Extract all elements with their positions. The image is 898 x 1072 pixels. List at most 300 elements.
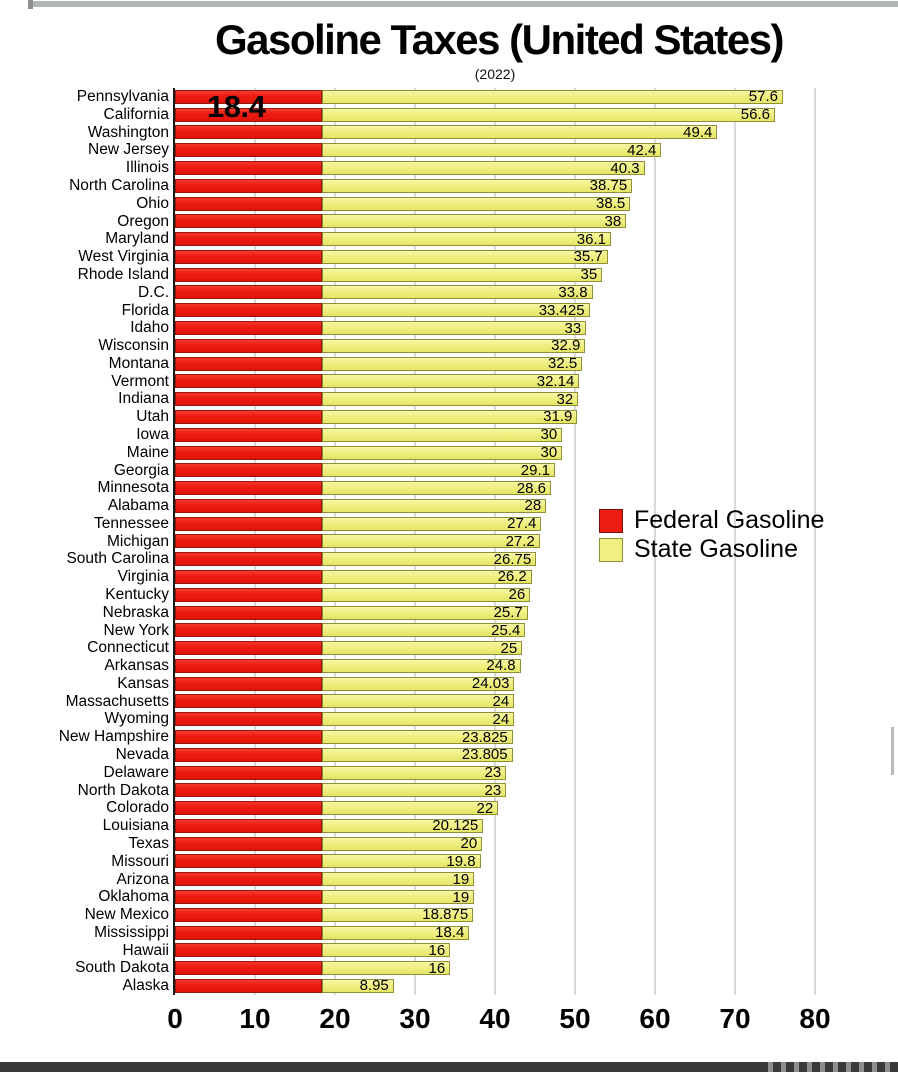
- state-value-label: 26.75: [493, 550, 532, 568]
- bar-row-washington: [0, 124, 898, 142]
- x-tick-40: 40: [479, 1003, 511, 1034]
- state-value-label: 49.4: [683, 123, 713, 141]
- state-bar-segment: [322, 979, 394, 993]
- federal-bar-segment: [175, 339, 322, 353]
- x-tick-70: 70: [719, 1003, 751, 1034]
- state-bar-segment: [322, 392, 578, 406]
- state-label: Louisiana: [102, 817, 169, 835]
- bar-row-massachusetts: [0, 693, 898, 711]
- bar-track: [175, 872, 898, 886]
- state-value-label: 35: [580, 266, 598, 284]
- state-value-label: 23: [484, 781, 502, 799]
- federal-bar-segment: [175, 606, 322, 620]
- state-value-label: 28.6: [516, 479, 546, 497]
- state-label: Missouri: [111, 852, 169, 870]
- state-value-label: 23.805: [461, 746, 508, 764]
- state-bar-segment: [322, 268, 602, 282]
- bar-row-nebraska: [0, 604, 898, 622]
- federal-bar-segment: [175, 214, 322, 228]
- bar-row-maine: [0, 444, 898, 462]
- state-label: Oklahoma: [98, 888, 169, 906]
- legend-swatch-state: [599, 538, 623, 562]
- federal-bar-segment: [175, 730, 322, 744]
- state-value-label: 32.5: [547, 355, 578, 373]
- federal-bar-segment: [175, 374, 322, 388]
- state-bar-segment: [322, 748, 512, 762]
- state-value-label: 27.4: [507, 515, 537, 533]
- legend-row-federal: [599, 506, 824, 535]
- state-value-label: 30: [540, 444, 558, 462]
- state-bar-segment: [322, 694, 514, 708]
- state-label: Michigan: [106, 532, 169, 550]
- x-tick-0: 0: [167, 1003, 183, 1034]
- state-bar-segment: [322, 321, 586, 335]
- state-label: Kentucky: [105, 586, 169, 604]
- state-value-label: 38.5: [595, 195, 626, 213]
- state-label: Kansas: [117, 674, 169, 692]
- federal-bar-segment: [175, 303, 322, 317]
- state-label: New Jersey: [88, 141, 169, 159]
- bar-track: [175, 357, 898, 371]
- bar-row-alaska: [0, 977, 898, 995]
- legend-label-state: State Gasoline: [634, 535, 798, 563]
- state-value-label: 33: [564, 319, 582, 337]
- bar-row-california: [0, 106, 898, 124]
- state-label: Wisconsin: [98, 337, 169, 355]
- federal-bar-segment: [175, 766, 322, 780]
- bar-row-arizona: [0, 870, 898, 888]
- federal-bar-segment: [175, 819, 322, 833]
- bar-row-montana: [0, 355, 898, 373]
- federal-bar-segment: [175, 463, 322, 477]
- x-tick-80: 80: [799, 1003, 831, 1034]
- federal-bar-segment: [175, 357, 322, 371]
- state-bar-segment: [322, 606, 528, 620]
- state-value-label: 28: [524, 497, 542, 515]
- federal-bar-segment: [175, 197, 322, 211]
- state-bar-segment: [322, 339, 585, 353]
- state-bar-segment: [322, 961, 450, 975]
- bar-row-new-mexico: [0, 906, 898, 924]
- state-label: South Dakota: [75, 959, 169, 977]
- federal-bar-segment: [175, 712, 322, 726]
- state-value-label: 26.2: [497, 568, 527, 586]
- federal-bar-segment: [175, 285, 322, 299]
- state-bar-segment: [322, 659, 520, 673]
- state-label: Maine: [126, 443, 169, 461]
- bar-track: [175, 712, 898, 726]
- federal-bar-segment: [175, 143, 322, 157]
- state-label: Oregon: [117, 212, 169, 230]
- state-bar-segment: [322, 552, 536, 566]
- state-label: Arkansas: [104, 657, 169, 675]
- state-bar-segment: [322, 374, 579, 388]
- federal-bar-segment: [175, 943, 322, 957]
- bar-row-mississippi: [0, 924, 898, 942]
- federal-bar-segment: [175, 517, 322, 531]
- bar-track: [175, 232, 898, 246]
- bar-row-idaho: [0, 319, 898, 337]
- bar-track: [175, 606, 898, 620]
- state-bar-segment: [322, 125, 717, 139]
- bar-row-kansas: [0, 675, 898, 693]
- state-value-label: 33.8: [558, 283, 588, 301]
- state-label: Texas: [128, 834, 169, 852]
- state-label: Nevada: [115, 746, 169, 764]
- bar-track: [175, 694, 898, 708]
- bar-track: [175, 179, 898, 193]
- bar-row-kentucky: [0, 586, 898, 604]
- state-bar-segment: [322, 766, 506, 780]
- state-label: Iowa: [136, 425, 169, 443]
- state-bar-segment: [322, 481, 551, 495]
- bar-row-texas: [0, 835, 898, 853]
- state-label: North Dakota: [77, 781, 169, 799]
- federal-bar-segment: [175, 961, 322, 975]
- state-label: Virginia: [117, 568, 169, 586]
- bar-row-oklahoma: [0, 888, 898, 906]
- state-label: Delaware: [103, 763, 169, 781]
- bar-track: [175, 268, 898, 282]
- x-tick-30: 30: [399, 1003, 431, 1034]
- federal-bar-segment: [175, 783, 322, 797]
- bar-row-new-york: [0, 621, 898, 639]
- bar-row-south-dakota: [0, 959, 898, 977]
- federal-bar-segment: [175, 552, 322, 566]
- state-bar-segment: [322, 641, 522, 655]
- federal-bar-segment: [175, 854, 322, 868]
- x-tick-60: 60: [639, 1003, 671, 1034]
- state-value-label: 36.1: [576, 230, 606, 248]
- legend: [599, 506, 824, 564]
- state-label: Alabama: [107, 497, 169, 515]
- state-value-label: 16: [428, 941, 446, 959]
- state-value-label: 23.825: [461, 728, 508, 746]
- bar-row-missouri: [0, 853, 898, 871]
- state-label: Georgia: [113, 461, 169, 479]
- state-value-label: 38.75: [589, 177, 628, 195]
- state-bar-segment: [322, 677, 514, 691]
- bar-row-georgia: [0, 461, 898, 479]
- state-bar-segment: [322, 197, 630, 211]
- bar-row-connecticut: [0, 639, 898, 657]
- bottom-edge-strip: [0, 1062, 898, 1072]
- state-label: Tennessee: [94, 514, 169, 532]
- bar-track: [175, 623, 898, 637]
- bar-track: [175, 766, 898, 780]
- state-bar-segment: [322, 214, 626, 228]
- state-label: North Carolina: [69, 177, 169, 195]
- state-label: Indiana: [118, 390, 169, 408]
- federal-bar-segment: [175, 499, 322, 513]
- state-label: Arizona: [116, 870, 169, 888]
- state-bar-segment: [322, 943, 450, 957]
- bar-row-ohio: [0, 195, 898, 213]
- state-label: Pennsylvania: [76, 88, 169, 106]
- bar-track: [175, 374, 898, 388]
- bar-row-hawaii: [0, 942, 898, 960]
- state-value-label: 19.8: [446, 852, 476, 870]
- state-label: Washington: [87, 123, 169, 141]
- state-value-label: 25.7: [493, 604, 523, 622]
- state-value-label: 30: [540, 426, 558, 444]
- state-label: Idaho: [130, 319, 169, 337]
- x-tick-50: 50: [559, 1003, 591, 1034]
- state-value-label: 19: [452, 888, 470, 906]
- federal-bar-segment: [175, 926, 322, 940]
- state-value-label: 25: [500, 639, 518, 657]
- bar-row-indiana: [0, 390, 898, 408]
- state-bar-segment: [322, 926, 469, 940]
- federal-bar-segment: [175, 428, 322, 442]
- bar-row-oregon: [0, 212, 898, 230]
- bar-row-north-carolina: [0, 177, 898, 195]
- federal-bar-segment: [175, 570, 322, 584]
- bar-row-virginia: [0, 568, 898, 586]
- bar-row-north-dakota: [0, 781, 898, 799]
- state-value-label: 32: [556, 390, 574, 408]
- state-value-label: 57.6: [748, 88, 778, 106]
- bar-track: [175, 943, 898, 957]
- federal-bar-segment: [175, 232, 322, 246]
- federal-bar-segment: [175, 801, 322, 815]
- bar-row-wyoming: [0, 710, 898, 728]
- legend-swatch-federal: [599, 509, 623, 533]
- bar-row-vermont: [0, 373, 898, 391]
- bar-track: [175, 748, 898, 762]
- bar-track: [175, 463, 898, 477]
- state-label: Alaska: [122, 977, 169, 995]
- federal-bar-segment: [175, 534, 322, 548]
- bar-track: [175, 161, 898, 175]
- state-bar-segment: [322, 285, 592, 299]
- state-bar-segment: [322, 908, 473, 922]
- bar-track: [175, 730, 898, 744]
- federal-bar-segment: [175, 588, 322, 602]
- legend-label-federal: Federal Gasoline: [634, 506, 825, 534]
- federal-bar-segment: [175, 410, 322, 424]
- state-value-label: 33.425: [538, 301, 585, 319]
- state-bar-segment: [322, 819, 483, 833]
- federal-bar-segment: [175, 641, 322, 655]
- federal-bar-segment: [175, 872, 322, 886]
- bar-row-louisiana: [0, 817, 898, 835]
- state-bar-segment: [322, 623, 525, 637]
- state-bar-segment: [322, 801, 498, 815]
- bar-row-illinois: [0, 159, 898, 177]
- state-label: Illinois: [125, 159, 169, 177]
- state-bar-segment: [322, 161, 644, 175]
- bar-track: [175, 570, 898, 584]
- chart-subtitle: (2022): [474, 66, 516, 82]
- state-value-label: 18.4: [435, 924, 465, 942]
- state-bar-segment: [322, 90, 783, 104]
- federal-bar-segment: [175, 837, 322, 851]
- bar-row-utah: [0, 408, 898, 426]
- state-bar-segment: [322, 854, 480, 868]
- state-value-label: 26: [508, 586, 526, 604]
- state-value-label: 35.7: [573, 248, 603, 266]
- state-label: Vermont: [111, 372, 169, 390]
- state-label: Connecticut: [87, 639, 169, 657]
- federal-bar-segment: [175, 694, 322, 708]
- state-value-label: 29.1: [520, 461, 550, 479]
- state-label: D.C.: [138, 283, 169, 301]
- state-label: New Mexico: [84, 906, 169, 924]
- state-label: Mississippi: [94, 923, 169, 941]
- state-bar-segment: [322, 410, 577, 424]
- bar-track: [175, 446, 898, 460]
- window-edge-strip: [28, 1, 898, 7]
- state-bar-segment: [322, 837, 482, 851]
- state-label: West Virginia: [78, 248, 169, 266]
- bar-row-west-virginia: [0, 248, 898, 266]
- bar-track: [175, 819, 898, 833]
- federal-value-callout: 18.4: [207, 89, 266, 124]
- federal-bar-segment: [175, 908, 322, 922]
- federal-bar-segment: [175, 481, 322, 495]
- bar-track: [175, 659, 898, 673]
- state-label: New Hampshire: [58, 728, 169, 746]
- state-label: Colorado: [106, 799, 169, 817]
- bar-track: [175, 677, 898, 691]
- bar-track: [175, 979, 898, 993]
- bar-track: [175, 214, 898, 228]
- state-bar-segment: [322, 588, 530, 602]
- bar-track: [175, 392, 898, 406]
- state-value-label: 31.9: [543, 408, 573, 426]
- federal-bar-segment: [175, 125, 322, 139]
- bar-row-delaware: [0, 764, 898, 782]
- bar-row-iowa: [0, 426, 898, 444]
- window-edge-cap: [28, 0, 33, 9]
- state-bar-segment: [322, 108, 775, 122]
- state-label: South Carolina: [66, 550, 169, 568]
- bar-row-wisconsin: [0, 337, 898, 355]
- state-value-label: 19: [452, 870, 470, 888]
- state-value-label: 24.8: [486, 657, 516, 675]
- state-value-label: 8.95: [359, 977, 389, 995]
- x-axis: [0, 1001, 898, 1037]
- federal-bar-segment: [175, 446, 322, 460]
- state-value-label: 18.875: [422, 906, 469, 924]
- federal-bar-segment: [175, 268, 322, 282]
- state-value-label: 56.6: [740, 106, 770, 124]
- chart-title: Gasoline Taxes (United States): [214, 16, 784, 63]
- state-label: Rhode Island: [77, 265, 169, 283]
- state-label: New York: [103, 621, 169, 639]
- bar-track: [175, 801, 898, 815]
- state-label: California: [103, 105, 169, 123]
- scrollbar-fragment: [891, 727, 894, 775]
- bar-track: [175, 908, 898, 922]
- state-label: Wyoming: [104, 710, 169, 728]
- bar-track: [175, 143, 898, 157]
- bar-row-minnesota: [0, 479, 898, 497]
- bar-track: [175, 961, 898, 975]
- state-label: Maryland: [105, 230, 169, 248]
- state-bar-segment: [322, 517, 541, 531]
- federal-bar-segment: [175, 748, 322, 762]
- x-tick-10: 10: [239, 1003, 271, 1034]
- state-bar-segment: [322, 872, 474, 886]
- state-bar-segment: [322, 143, 661, 157]
- state-value-label: 25.4: [491, 621, 521, 639]
- bar-track: [175, 854, 898, 868]
- bar-track: [175, 125, 898, 139]
- state-bar-segment: [322, 179, 632, 193]
- state-bar-segment: [322, 783, 506, 797]
- bar-row-d-c-: [0, 284, 898, 302]
- state-bar-segment: [322, 534, 540, 548]
- state-label: Florida: [121, 301, 169, 319]
- bar-track: [175, 285, 898, 299]
- state-label: Massachusetts: [65, 692, 169, 710]
- state-value-label: 22: [476, 799, 494, 817]
- state-value-label: 40.3: [610, 159, 640, 177]
- federal-bar-segment: [175, 392, 322, 406]
- bar-track: [175, 926, 898, 940]
- state-bar-segment: [322, 250, 608, 264]
- bar-track: [175, 321, 898, 335]
- bar-row-maryland: [0, 230, 898, 248]
- state-value-label: 24: [492, 692, 510, 710]
- state-value-label: 16: [428, 959, 446, 977]
- state-value-label: 27.2: [505, 532, 535, 550]
- bar-row-rhode-island: [0, 266, 898, 284]
- state-bar-segment: [322, 357, 582, 371]
- bar-track: [175, 641, 898, 655]
- bar-track: [175, 588, 898, 602]
- bar-row-colorado: [0, 799, 898, 817]
- state-value-label: 24: [492, 710, 510, 728]
- state-bar-segment: [322, 428, 562, 442]
- bottom-edge-text-fragment: [768, 1062, 898, 1072]
- x-tick-20: 20: [319, 1003, 351, 1034]
- bar-track: [175, 108, 898, 122]
- federal-bar-segment: [175, 623, 322, 637]
- state-bar-segment: [322, 499, 546, 513]
- bar-track: [175, 197, 898, 211]
- bar-track: [175, 303, 898, 317]
- bar-row-nevada: [0, 746, 898, 764]
- state-value-label: 32.14: [536, 372, 575, 390]
- bar-track: [175, 837, 898, 851]
- state-bar-segment: [322, 232, 611, 246]
- state-label: Nebraska: [102, 603, 169, 621]
- state-bar-segment: [322, 890, 474, 904]
- state-label: Ohio: [136, 194, 169, 212]
- state-value-label: 23: [484, 764, 502, 782]
- federal-bar-segment: [175, 321, 322, 335]
- state-value-label: 38: [604, 212, 622, 230]
- state-bar-segment: [322, 712, 514, 726]
- bar-track: [175, 481, 898, 495]
- bar-row-florida: [0, 301, 898, 319]
- bar-track: [175, 339, 898, 353]
- state-bar-segment: [322, 463, 555, 477]
- federal-bar-segment: [175, 677, 322, 691]
- state-label: Montana: [108, 354, 169, 372]
- bar-track: [175, 250, 898, 264]
- state-value-label: 42.4: [627, 141, 657, 159]
- federal-bar-segment: [175, 659, 322, 673]
- federal-bar-segment: [175, 179, 322, 193]
- bar-track: [175, 90, 898, 104]
- state-bar-segment: [322, 303, 589, 317]
- bar-track: [175, 890, 898, 904]
- state-label: Minnesota: [97, 479, 169, 497]
